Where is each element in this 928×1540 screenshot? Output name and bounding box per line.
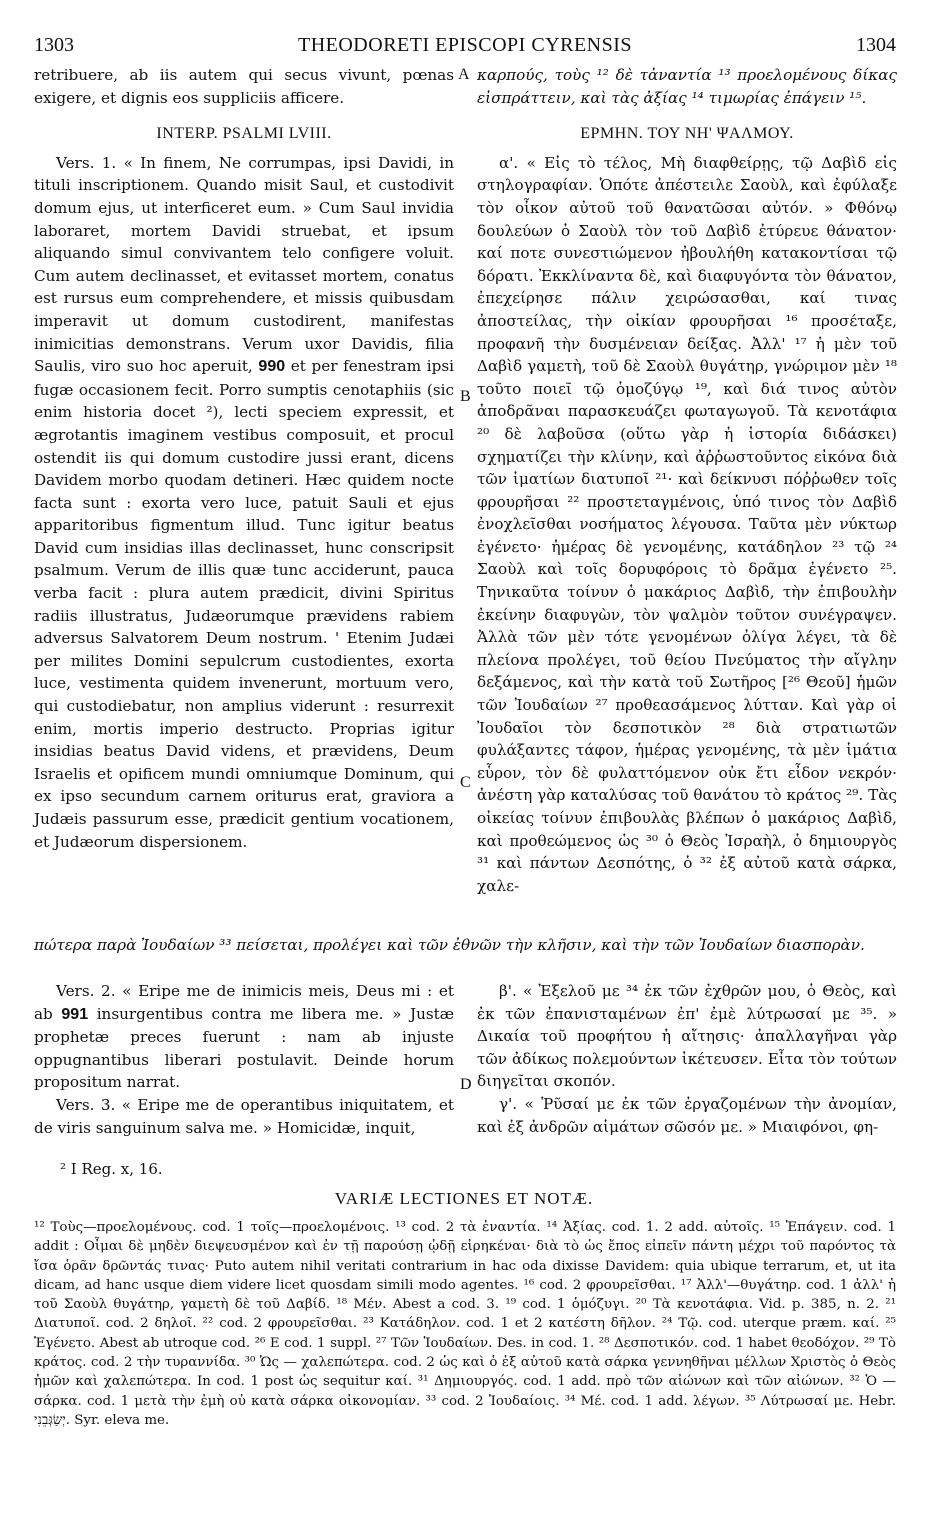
latin-verse-3: Vers. 3. « Eripe me de operantibus iniquitatem, et de viris sanguinum salva me. » Homicidæ, inquit, <box>34 1095 454 1137</box>
latin-verse-1 <box>34 152 454 853</box>
latin-verse-2-text-b: insurgentibus contra me libera me. » Justæ prophetæ preces fuerunt : nam ab injuste oppugnantibus liberari postulavit. Deinde horum propositum narrat. <box>34 1004 455 1092</box>
margin-letter-d: D <box>460 1076 472 1093</box>
left-page-number: 1303 <box>34 34 74 56</box>
latin-section-title: INTERP. PSALMI LVIII. <box>156 125 332 143</box>
page-header <box>34 34 896 60</box>
margin-letter-c: C <box>460 774 471 791</box>
variant-notes-text: ¹² Τοὺς—προελομένους. cod. 1 τοῖς—προελομένοις. ¹³ cod. 2 τὰ ἐναντία. ¹⁴ Ἀξίας. cod. 1. 2 add. αὐτοῖς. ¹⁵ Ἐπάγειν. cod. 1 addit : Οἶμαι δὲ μηδὲν διεψευσμένον καὶ ἐν τῇ παρούσῃ ᾠδῇ εἰρηκέναι· διὰ τὸ ὡς ἔπος εἰπεῖν πάντη μέχρι τοῦ παρόντος τὰ ἴσα ὁρᾶν δρῶντάς τινας· Puto autem nihil veritati contrarium in hac oda dixisse Davidem: quia ubique terrarum, et, ut ita dicam, ad hanc usque diem videre licet quosdam simili modo agentes. ¹⁶ cod. 2 φρουρεῖσθαι. ¹⁷ Ἀλλ'—θυγάτηρ. cod. 1 ἀλλ' ἡ τοῦ Σαοὺλ θυγάτηρ, γαμετὴ δὲ τοῦ Δαβίδ. ¹⁸ Μέν. Abest a cod. 3. ¹⁹ cod. 1 ὁμόζυγι. ²⁰ Τὰ κενοτάφια. Vid. p. 385, n. 2. ²¹ Διατυποῖ. cod. 2 δηλοῖ. ²² cod. 2 φρουρεῖσθαι. ²³ Κατάδηλον. cod. 1 et 2 κατέστη δῆλον. ²⁴ Τῷ. cod. uterque præm. καί. ²⁵ Ἐγένετο. Abest ab utroque cod. ²⁶ E cod. 1 suppl. ²⁷ Τῶν Ἰουδαίων. Des. in cod. 1. ²⁸ Δεσποτικόν. cod. 1 habet θεοδόχον. ²⁹ Τὸ κράτος. cod. 2 τὴν τυραννίδα. ³⁰ Ὡς — χαλεπώτερα. cod. 2 ὡς καὶ ὁ ἐξ αὐτοῦ κατὰ σάρκα γεννηθῆναι μέλλων Χριστὸς ὁ Θεὸς ἡμῶν καὶ χαλεπώτερα. In cod. 1 post ὡς sequitur καί. ³¹ Δημιουργός. cod. 1 add. πρὸ τῶν αἰώνων καὶ τῶν αἰώνων. ³² Ὁ — σάρκα. cod. 1 μετὰ τὴν ἐμὴ οὐ κατὰ σάρκα οἰκονομίαν. ³³ cod. 2 Ἰουδαίοις. ³⁴ Μέ. cod. 1 add. λέγων. ³⁵ Λύτρωσαί με. Hebr. יְשַׂגְּבֵנִי. Syr. eleva me. <box>34 1220 896 1428</box>
latin-verse-1-text-b: et per fenestram ipsi fugæ occasionem fecit. Porro sumptis cenotaphiis (sic enim historia docet ²), lecti speciem expressit, et ægrotantis imaginem vestibus composuit, et procul ostendit iis qui domum custodire jussi erant, dicens Davidem morbo quodam detineri. Hæc quidem nocte facta sunt : exorta vero luce, patuit Sauli et ejus apparitoribus figmentum illud. Tunc igitur beatus David cum insidias illas declinasset, hunc conscripsit psalmum. Verum de illis quæ tunc acciderunt, pauca verba facit : plura autem prædicit, divini Spiritus radiis illustratus, Judæorumque prævidens rabiem adversus Salvatorem Deum nostrum. ' Etenim Judæi per milites Domini sepulcrum custodientes, exorta luce, vestimenta quidem invenerunt, mortuum vero, qui custodiebatur, non amplius viderunt : resurrexit enim, mortis imperio destructo. Proprias igitur insidias beatus David videns, et prævidens, Deum Israelis et opificem mundi omniumque Dominum, qui ex ipso secundum carnem oriturus erat, graviora a Judæis passurum esse, prædicit gentium vocationem, et Judæorum dispersionem. <box>34 357 455 851</box>
greek-column <box>477 64 897 897</box>
greek-intro: καρπούς, τοὺς ¹² δὲ τἀναντία ¹³ προελομένους δίκας εἰσπράττειν, καὶ τὰς ἀξίας ¹⁴ τιμωρίας ἐπάγειν ¹⁵. <box>477 66 897 107</box>
latin-verse-1-text-a: Vers. 1. « In finem, Ne corrumpas, ipsi Davidi, in tituli inscriptionem. Quando misit Saul, et custodivit domum ejus, ut interficeret eum. » Cum Saul invidia laboraret, mortem Davidi struebat, et ipsum aliquando simul convivantem telo configere voluit. Cum autem declinasset, et evitasset mortem, conatus est rursus eum comprehendere, et missis quibusdam imperavit ut domum custodirent, manifestas inimicitias demonstrans. Verum uxor Davidis, filia Saulis, viro suo hoc aperuit, <box>34 153 454 376</box>
right-page-number: 1304 <box>856 34 896 56</box>
full-width-greek-line: πώτερα παρὰ Ἰουδαίων ³³ πείσεται, προλέγει καὶ τῶν ἐθνῶν τὴν κλῆσιν, καὶ τὴν τῶν Ἰουδαίων διασπορὰν. <box>34 936 865 954</box>
variant-notes <box>34 1218 896 1430</box>
greek-verse-alpha: α'. « Εἰς τὸ τέλος, Μὴ διαφθείρῃς, τῷ Δαβὶδ εἰς στηλογραφίαν. Ὁπότε ἀπέστειλε Σαοὺλ, καὶ ἐφύλαξε τὸν οἶκον αὐτοῦ τοῦ θανατῶσαι αὐτόν. » Φθόνῳ δουλεύων ὁ Σαοὺλ τὸν τοῦ Δαβὶδ ἐτύρευε θάνατον· καί ποτε συνεστιώμενον ἠβουλήθη κατακοντίσαι τῷ δόρατι. Ἐκκλίναντα δὲ, καὶ διαφυγόντα τὸν θάνατον, ἐπεχείρησε πάλιν χειρώσασθαι, καί τινας ἀποστείλας, τὴν οἰκίαν φρουρῆσαι ¹⁶ προσέταξε, προφανῆ τὴν δυσμένειαν δείξας. Ἀλλ' ¹⁷ ἡ μὲν τοῦ Δαβὶδ γαμετὴ, τοῦ δὲ Σαοὺλ θυγάτηρ, γνώριμον μὲν ¹⁸ τοῦτο ποιεῖ τῷ ὁμοζύγῳ ¹⁹, καὶ διά τινος αὐτὸν ἀποδρᾶναι παρασκευάζει φωταγωγοῦ. Τὰ κενοτάφια ²⁰ δὲ λαβοῦσα (οὕτω γὰρ ἡ ἱστορία διδάσκει) σχηματίζει τὴν κλίνην, καὶ ἀῤῥωστοῦντος εἰκόνα διὰ τῶν ἱματίων διατυποῖ ²¹· καὶ δείκνυσι πόῤῥωθεν τοῖς φρουρῆσαι ²² προστεταγμένοις, ὑπό τινος τὸν Δαβὶδ ἐνοχλεῖσθαι νοσήματος λέγουσα. Ταῦτα μὲν νύκτωρ ἐγένετο· ἡμέρας δὲ γενομένης, κατάδηλον ²³ τῷ ²⁴ Σαοὺλ καὶ τοῖς δορυφόροις τὸ δρᾶμα ἐγένετο ²⁵. Τηνικαῦτα τοίνυν ὁ μακάριος Δαβὶδ, τὴν ἐπιβουλὴν ἐκείνην διαφυγὼν, τὸν ψαλμὸν τοῦτον συνέγραψεν. Ἀλλὰ τῶν μὲν τότε γενομένων ὀλίγα λέγει, τὰ δὲ πλείονα προλέγει, τοῦ θείου Πνεύματος τὴν αἴγλην δεξάμενος, καὶ τὴν κατὰ τοῦ Σωτῆρος [²⁶ Θεοῦ] ἡμῶν τῶν Ἰουδαίων ²⁷ προθεασάμενος λύτταν. Καὶ γὰρ οἱ Ἰουδαῖοι τὸν δεσποτικὸν ²⁸ διὰ στρατιωτῶν φυλάξαντες τάφον, ἡμέρας γενομένης, τὰ μὲν ἱμάτια εὗρον, τὸν δὲ φυλαττόμενον οὐκ ἔτι εἶδον νεκρόν· ἀνέστη γὰρ καταλύσας τοῦ θανάτου τὸ κράτος ²⁹. Τὰς οἰκείας τοίνυν ἐπιβουλὰς βλέπων ὁ μακάριος Δαβὶδ, καὶ προθεώμενος ὡς ³⁰ ὁ Θεὸς Ἰσραὴλ, ὁ δημιουργὸς ³¹ καὶ πάντων Δεσπότης, ὁ ³² ἐξ αὐτοῦ κατὰ σάρκα, χαλε- <box>477 153 897 895</box>
greek-verses-2-3 <box>477 980 897 1138</box>
latin-verses-2-3 <box>34 980 454 1139</box>
variae-lectiones-title: VARIÆ LECTIONES ET NOTÆ. <box>334 1189 594 1208</box>
greek-section-title: ΕΡΜΗΝ. ΤΟΥ ΝΗ' ΨΑΛΜΟΥ. <box>580 125 794 143</box>
column-marker-990: 990 <box>258 358 286 376</box>
footnote: ² I Reg. x, 16. <box>60 1160 163 1178</box>
latin-verse-2 <box>34 980 454 1094</box>
margin-letter-a: A <box>458 66 470 83</box>
latin-intro: retribuere, ab iis autem qui secus vivunt, pœnas exigere, et dignis eos suppliciis afficere. <box>34 66 454 107</box>
latin-column <box>34 64 454 853</box>
column-marker-991: 991 <box>61 1005 89 1023</box>
margin-letter-b: B <box>460 388 471 405</box>
greek-verse-beta: β'. « Ἐξελοῦ με ³⁴ ἐκ τῶν ἐχθρῶν μου, ὁ Θεὸς, καὶ ἐκ τῶν ἐπανισταμένων ἐπ' ἐμὲ λύτρωσαί με ³⁵. » Δικαία τοῦ προφήτου ἡ αἴτησις· ἀπαλλαγῆναι γὰρ τῶν ἀδίκως πολεμούντων ἱκέτευσεν. Εἶτα τὸν τούτων διηγεῖται σκοπόν. <box>477 982 897 1091</box>
greek-verse-gamma: γ'. « Ῥῦσαί με ἐκ τῶν ἐργαζομένων τὴν ἀνομίαν, καὶ ἐξ ἀνδρῶν αἱμάτων σῶσόν με. » Μιαιφόνοι, φη- <box>477 1094 897 1136</box>
running-title: THEODORETI EPISCOPI CYRENSIS <box>297 34 633 56</box>
latin-verse-2-text-a: Vers. 2. « Eripe me de inimicis meis, Deus mi : et ab <box>34 982 454 1023</box>
